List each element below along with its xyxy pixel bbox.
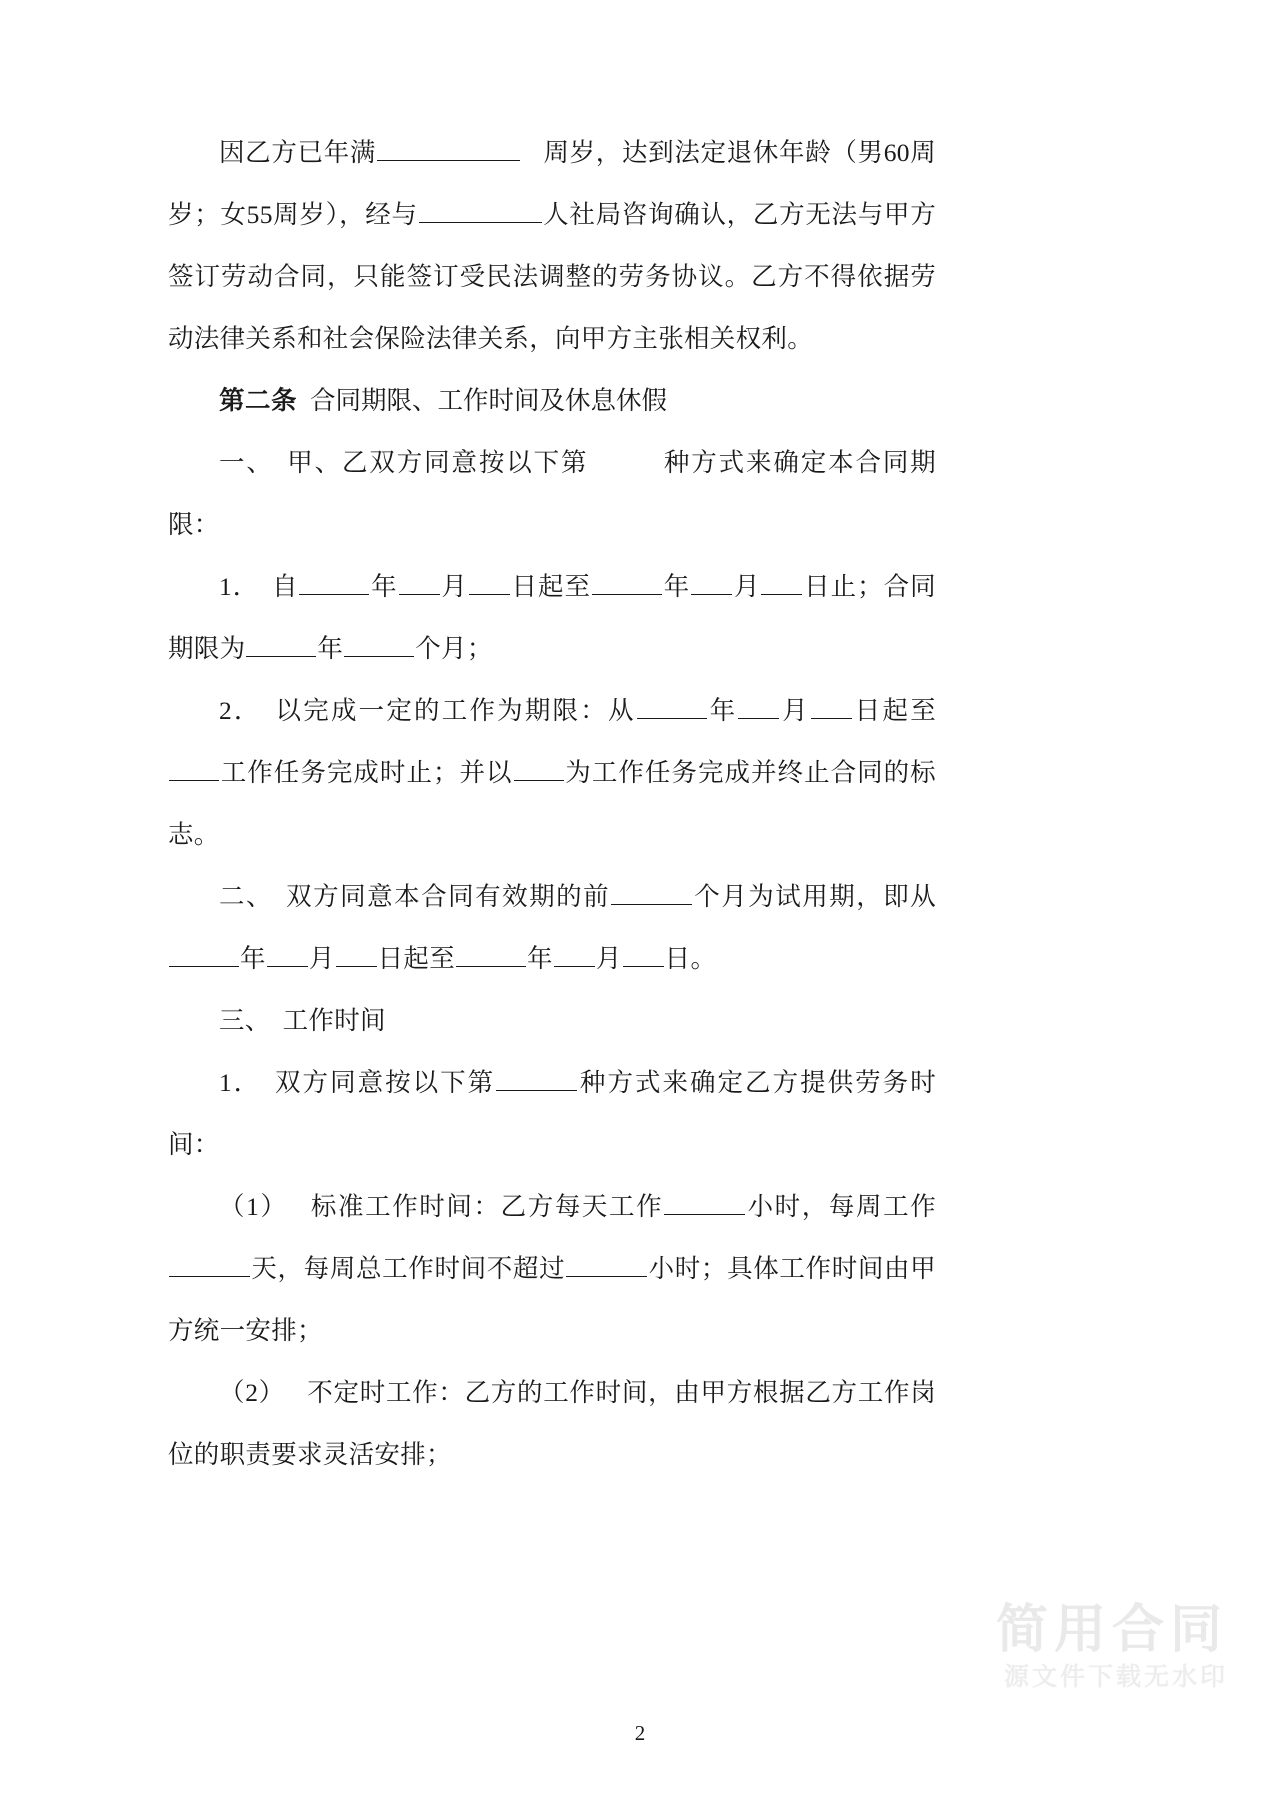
blank-worktime-option[interactable] [496,1069,577,1091]
blank-end-month[interactable] [691,573,732,595]
sub-item-1-seg-2: 小时，每周工作 [746,1192,937,1221]
blank-task-start-month[interactable] [738,697,779,719]
item-2-marker: 2． [219,696,262,725]
intro-seg-2: 周岁，达到法定退休年龄（男60周岁；女55周岁），经与 [168,138,936,229]
sub-item-1-seg-3: 天，每周总工作时间不超过 [251,1254,566,1283]
section-three [168,990,936,1052]
blank-probation-end-year[interactable] [456,945,526,967]
section-two-seg-7: 月 [595,944,622,973]
item-2 [168,680,936,866]
section-one [168,432,936,556]
blank-start-month[interactable] [399,573,440,595]
blank-task-start-year[interactable] [637,697,707,719]
section-two-seg-4: 月 [308,944,335,973]
sub-item-2-seg-1: 不定时工作：乙方的工作时间，由甲方根据乙方工作岗位的职责要求灵活安排； [168,1378,936,1469]
blank-task-completion-mark[interactable] [514,759,564,781]
item-1-marker: 1． [219,572,260,601]
item-1-seg-7: 日止；合同期限为 [168,572,936,663]
blank-probation-start-day[interactable] [336,945,377,967]
section-two-marker: 二、 [219,882,273,911]
blank-task-start-day[interactable] [811,697,852,719]
sub-item-2-marker: （2） [219,1378,285,1407]
intro-seg-1: 因乙方已年满 [219,138,377,167]
section-one-marker: 一、 [219,448,274,477]
section-two [168,866,936,990]
blank-duration-months[interactable] [344,635,414,657]
item-2-seg-1: 以完成一定的工作为期限：从 [273,696,636,725]
section-one-seg-1: 甲、乙双方同意按以下第 [285,448,589,477]
item-1-seg-4: 日起至 [510,572,592,601]
item-2-seg-2: 年 [707,696,738,725]
sub-item-1-seg-4: 小时；具体工作时间由甲方统一安排； [168,1254,936,1345]
blank-bureau-location[interactable] [419,201,542,223]
section-two-seg-2: 个月为试用期，即从 [693,882,936,911]
sub-item-2 [168,1362,936,1486]
item-2-seg-3: 月 [780,696,810,725]
watermark-brand: 简用合同 [995,1600,1228,1661]
item-1-seg-2: 年 [370,572,398,601]
blank-hours-per-day[interactable] [664,1193,745,1215]
blank-days-per-week[interactable] [169,1255,250,1277]
section-two-seg-5: 日起至 [377,944,456,973]
item-1-seg-9: 个月； [415,634,493,663]
section-three-title: 工作时间 [282,1006,386,1035]
item-1-seg-3: 月 [440,572,468,601]
article-number: 第二条 [219,386,298,415]
watermark-tagline: 源文件下载无水印 [1003,1662,1228,1691]
blank-task-name[interactable] [169,759,219,781]
item-3-1-seg-1: 双方同意按以下第 [273,1068,496,1097]
blank-probation-end-month[interactable] [554,945,595,967]
blank-duration-years[interactable] [246,635,316,657]
section-two-seg-3: 年 [240,944,266,973]
document-body [168,122,936,1486]
item-1 [168,556,936,680]
sub-item-1-marker: （1） [219,1192,288,1221]
section-two-seg-8: 日。 [664,944,717,973]
page-number: 2 [634,1721,646,1745]
blank-probation-start-year[interactable] [169,945,239,967]
section-two-seg-1: 双方同意本合同有效期的前 [284,882,611,911]
item-1-seg-5: 年 [663,572,691,601]
article-heading [168,370,936,432]
sub-item-1-seg-1: 标准工作时间：乙方每天工作 [309,1192,664,1221]
intro-paragraph [168,122,936,370]
section-two-seg-6: 年 [527,944,553,973]
blank-probation-start-month[interactable] [267,945,308,967]
blank-probation-end-day[interactable] [623,945,664,967]
item-2-seg-6: 为工作任务完成并终止合同的标志。 [168,758,936,849]
section-one-seg-2: 种方式来确定本合同期限： [168,448,936,539]
item-1-seg-8: 年 [317,634,344,663]
section-three-marker: 三、 [219,1006,271,1035]
item-2-seg-5: 工作任务完成时止；并以 [220,758,513,787]
item-3-1-marker: 1． [219,1068,262,1097]
item-1-seg-1: 自 [271,572,299,601]
blank-start-day[interactable] [469,573,510,595]
item-2-seg-4: 日起至 [852,696,936,725]
blank-max-hours-per-week[interactable] [566,1255,647,1277]
sub-item-1 [168,1176,936,1362]
item-1-seg-6: 月 [733,572,761,601]
blank-probation-months[interactable] [611,883,692,905]
blank-start-year[interactable] [299,573,369,595]
blank-age[interactable] [377,139,520,161]
watermark [995,1600,1228,1692]
blank-end-year[interactable] [592,573,662,595]
article-title: 合同期限、工作时间及休息休假 [310,386,668,415]
item-3-1-seg-2: 种方式来确定乙方提供劳务时间： [168,1068,936,1159]
item-3-1 [168,1052,936,1176]
blank-end-day[interactable] [761,573,802,595]
intro-seg-3: 人社局咨询确认，乙方无法与甲方签订劳动合同，只能签订受民法调整的劳务协议。乙方不得依据劳动法律关系和社会保险法律关系，向甲方主张相关权利。 [168,200,936,353]
